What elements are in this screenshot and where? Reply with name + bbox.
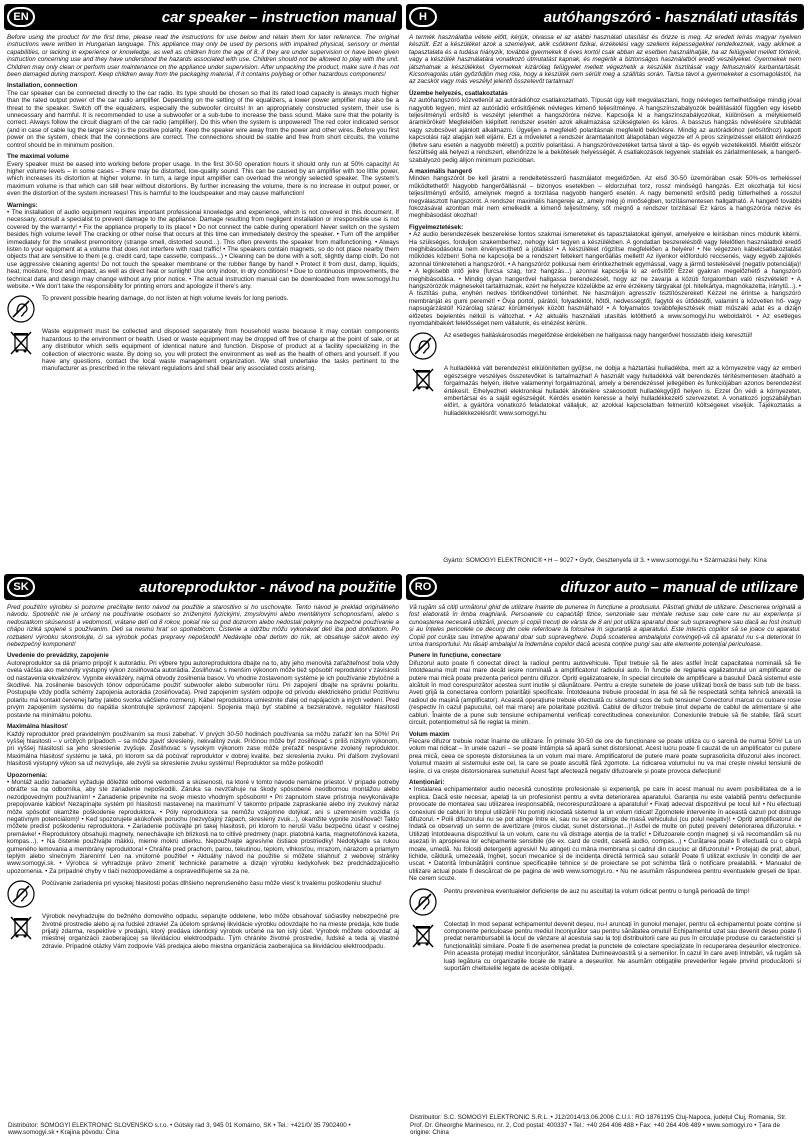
ear-volume-warning-icon — [409, 888, 437, 916]
title-ro: difuzor auto – manual de utilizare — [560, 578, 798, 596]
section-heading: A maximális hangerő — [409, 167, 473, 175]
section-text: Fiecare difuzor trebuie rodat înainte de utilizare. În primele 30-50 de ore de funcționare se poate utiliza cu o sarcină de numai 50%! La un volum mai ridicat – în unele cazuri – se poate întâmpla să apară sunet distorsionat. Acest lucru poate fi cauzat de un amplificator cu putere prea mică, ceea ce sporește distorsiunea la un volum mai mare. Amplificatorul de putere mare poate suprasolicita difuzorul ales incorect. Volumul maxim al sistemului este cel, la care se poate ascultă fără zgomote. La ridicarea volumului nu va mai crește nivelul tensiunii de ieșire, ci va crește distorsionarea sunetului! Acest fapt afectează negativ difuzoarele și poate provoca defecțiuni! — [409, 737, 801, 775]
section-installation-ro — [409, 652, 801, 726]
footer-ro: Distribuitor: S.C. SOMOGYI ELEKTRONIC S.R.L. • J12/2014/13.06.2006 C.U.I.: RO 18761195 Cluj-Napoca, județul Cluj, Romania, Str. Prof. Dr. Gheorghe Marinescu, nr. 2, Cod poștal: 400337 • Tel.: +40 264 406 488 • Fax: +40 264 406 489 • www.somogyi.ro • Țara de origine: China — [410, 1114, 787, 1137]
section-heading: The maximal volume — [7, 153, 69, 161]
ear-volume-warning-icon — [7, 880, 35, 908]
section-text: Difuzorul auto poate fi conectat direct la radioul pentru autovehicule. Tipul trebuie să fie ales astfel încât capacitatea nominală să fie întotdeauna mult mai mare decât ieșire nominală a amplificatorul radioului auto. În funcție de reglarea egalizatorului un amplificator de putere mai mică poate prezenta pericol pentru difuzor. Opriți egalizatoarele, în special circuitele de amplificare a basului! Dacă sistemul este alcătuit în mod corespunzător acestea sunt inutile și dăunătoare. Pentru a crește sunetele de joase utilizați boxă de bass sub tub de bass. Aveți grijă la conectarea conform polarității specificate. Întotdeauna trebuie procedat în așa fel să fie respectată schița tehnică anexată la radioul de mașină (amplificator). Această operațiune trebuie efectuată cu sistemul scos de sub tensiune! Conectorul marcat cu culoare roșie (respectiv în cazul papucului, cel mai mare) are polaritate pozitivă. Cablul de difuzor trebuie ținut departe de cablul de alimentare și alte cabluri. Înainte de a pune sub tensiune echipamentul verificați corectitudinea conexiunilor. Conexiunile trebuie să fie stabile, fără scurt circuit, potențiometrul să fie reglat la minim. — [409, 659, 801, 727]
section-heading: Atenționări: — [409, 778, 445, 786]
weee-text: Výrobok nevyhadzujte do bežného domového odpadu, separujte oddelene, lebo môže obsahovať súčiastky nebezpečné pre životné prostredie alebo aj na ľudské zdravie! Za účelom správnej likvidácie výrobku odovzdajte ho na mieste predaja, kde bude prijatý zdarma, respektíve v predajni, ktorý predáva identický výrobok určené na ten istý účel. Výrobok môžete odovzdať aj miestnej organizácii zaoberajúcej sa likvidáciou elektroodpadu. Tým chránite životné prostredie, ľudské a teda aj vlastné zdravie. Prípadné otázky Vám zodpovie Váš predajca alebo miestna organizácia zaoberajúca sa likvidáciou elektroodpadu. — [42, 913, 399, 950]
quadrant-hu — [406, 4, 804, 567]
quadrant-ro — [406, 574, 804, 1139]
section-heading: Uvedenie do prevádzky, zapojenie — [7, 652, 109, 660]
footer-hu: Gyártó: SOMOGYI ELEKTRONIC® • H – 9027 • Győr, Gesztenyefa út 3. • www.somogyi.hu • Származási hely: Kína — [443, 557, 767, 565]
section-text: The car speaker can be connected directly to the car radio. Its type should be chosen so that its rated load capacity is always much higher than the rated output power of the car radio amplifier. Depending on the setting of the equalizers, a lower power amplifier may also be a threat to the speaker. Switch off the equalizers, especially the subwoofer circuits! In an appropriately constructed system, their use is unnecessary and harmful. It is recommended to use a subwoofer or a sub-tube to increase the bass sound. Make sure that the polarity is correct. Always follow the circuit diagram of the car radio (amplifier). Do this when the system is unpowered! The red color indicated sensor (and in case of cable lug the larger size) is the positive polarity. Keep the speaker wire away from the power and other wires. Before you first power on the system, check that the connections are correct. The connections should be stable and free from short circuits, the volume control should be in minimum position. — [7, 89, 399, 149]
weee-notice-sk — [7, 913, 399, 950]
section-text: Autoreproduktor sa dá priamo pripojiť k autorádiu. Pri výbere typu autoreproduktora dbajte na to, aby jeho menovitá zaťažiteľnosť bola vždy ovela väčšia ako menovitý výstupný výkon zosilňovača autorádia. Zosilňovač s menším výkonom môže tiež spôsobiť reproduktor v závislosti od nastavenia ekvalizérov. Vypnite ekvalizéry, najmä obvody zosilnenia basov. Vo vhodne zostavenom systéme je ich používanie zbytočné a škodlivé. Na zosilnenie basových tónov odporúčame použiť subwoofer alebo subwoofer rúru. Pri zapojení dbajte na správnu polaritu. Postupujte vždy podľa schémy zapojenia autorádia (zosilňovača). Pred zapojením systém odpojte od prívodu elektrického prúdu! Pozitívnu polaritu má kontakt červenej farby (alebo svorka väčšieho rozmeru). Kábel reproduktora umiestnite ďalej od napájacích a iných vedení. Pred prvým zapojením systému do napätia skontrolujte správnosť zapojení. Spojenia majú byť stabilné a bezskratové, regulátor hlasitosti postavte na minimálnu polohu. — [7, 659, 399, 719]
section-installation-hu — [409, 90, 801, 164]
quadrant-sk — [4, 574, 402, 1139]
hearing-warning-text: Počúvanie zariadenia pri vysokej hlasitosti počas dlhšieho neprerušeného času môže viesť k trvalému poškodeniu sluchu! — [42, 880, 382, 888]
section-heading: Figyelmeztetések: — [409, 223, 464, 231]
hearing-warning-text: Pentru prevenirea eventualelor deficiențe de auz nu ascultați la volum ridicat pentru o lungă perioadă de timp! — [444, 887, 750, 895]
section-installation-en — [7, 82, 399, 149]
section-heading: Installation, connection — [7, 82, 78, 90]
hearing-warning-hu — [409, 332, 801, 360]
section-heading: Upozornenia: — [7, 771, 48, 779]
intro-ro: Vă rugăm să citiți următorul ghid de utilizare înainte de punerea în funcțiune a produsului. Păstrați ghidul de utilizare. Descrierea originală a fost elaborată în limba maghiară. Persoanele cu capacități fizice, senzoriale sau mintale reduse sau cele care nu au experiența și cunoașterea necesară utilizării, precum și copiii trecuți de vârsta de 8 ani pot utiliza aparatul doar sub supraveghere sau dacă au fost instruiți și au înțeles pericolele ce decurg din cele referitoare la folosirea în siguranță a aparatului. Este interzis copiilor să se joace cu aparatul. Copiii pot curăța sau întreține aparatul doar sub supraveghere. După scoaterea ambalajului convingeți-vă că aparatul nu s-a deteriorat în urma transportului. Nu lăsați ambalajul la îndemâna copiilor dacă acesta conține pungi sau alte elemente potențial periculoase. — [409, 604, 801, 649]
language-badge-en: EN — [7, 7, 35, 27]
hearing-warning-ro — [409, 888, 801, 916]
weee-notice-ro — [409, 921, 801, 973]
title-sk: autoreproduktor - návod na použitie — [139, 578, 396, 596]
section-volume-ro — [409, 731, 801, 775]
weee-notice-en — [7, 328, 399, 372]
section-text: • Az audio berendezések beszerelése fontos szakmai ismereteket és tapasztalatokat igényel, amelyekre e leírásban nincs módunk kitérni. Ha szükséges, forduljon szakemberhez, nehogy kárt tegyen a készülékben. A gondatlan beszerelésből vagy felelőtlen használatból eredő meghibásodásokra nem érvényesíthető a jótállás! • A készüléket rögzítse megfelelően a helyére! • Ne végezzen kábelcsatlakoztatást működés közben! Soha ne kapcsolja be a rendszert feltekert hangerőállás mellett! Az ilyenkor előforduló reccsenés, vagy egyéb zajlókés azonnal tönkreteheti a hangszórót. • A hangszóróz polikusai nem érintkezhetnek egymással, vagy a jármű testelésével (negatív potenciálja)! • A legkisebb intő jelre (furcsa szag, torz hangzás...) azonnal kapcsolja ki az erősítőt! Ezzel gyakran megelőzhető a hangszóró meghibásodása. • Mindig olyan hangerővel hallgassa berendezését, hogy az ne zavarja a közúti forgalomban való részvételét! • A hangszórózók mágneseket tartalmaznak, ezért ne helyezze közelükbe az erre érzékeny tárgyakat (pl. hitelkártya, magnókazetta, iránytű...). • A tisztítás puha, enyhén nedves törlőkendővel történhet. Ne használjon agresszív tisztítószereket! Kézzel ne érintse a hangszóró membránját és gumi peremét! • Óvja portól, párától, folyadéktól, hőtől, nedvességtől, fagytól és ütődéstől, valamint a közvetlen hő- vagy napsugárzástól! Kizárólag száraz körülmények között használható! • A folyamatos továbbfejlesztések miatt műszaki adat és a dizájn előzetes bejelentés nélkül is változhat. • Az aktuális használati utasítás letölthető a www.somogyi.hu weboldalról. • Az esetleges nyomdahibákért felelősséget nem vállalunk, és elnézést kérünk. — [409, 231, 801, 328]
section-heading: Volum maxim — [409, 730, 450, 738]
section-heading: Punere în funcțiune, conectare — [409, 652, 502, 660]
title-hu: autóhangszóró - használati utasítás — [543, 8, 798, 26]
hearing-warning-text: Az esetleges halláskárosodás megelőzése érdekében ne hallgassa nagy hangerővel hosszabb ideig keresztül! — [444, 332, 753, 340]
section-warnings-sk — [7, 772, 399, 876]
section-warnings-en — [7, 202, 399, 291]
weee-text: Colectați în mod separat echipamentul devenit deșeu, nu-l aruncați în gunoiul menajer, pentru că echipamentul poate conține și componente periculoase pentru mediul înconjurător sau pentru sănătatea omului! Echipamentul uzat sau devenit deșeu poate fi predat nerambursabil la locul de vânzare al acestuia sau la toți distribuitorii care au pus în circulație produse cu caracteristici și funcționalități similare. Poate fi de asemenea predat la punctele de colectare specializate în recuperarea deșeurilor electronice. Prin aceasta protejați mediul înconjurător, sănătatea Dumneavoastră și a semenilor. În cazul în care aveți întrebări, vă rugăm să luați legătura cu organizațiile locale de tratare a deșeurilor. Ne asumăm obligațiile prevederilor legale privind producătorii și suportăm cheltuielile legate de aceste obligații. — [444, 920, 801, 973]
section-volume-sk — [7, 723, 399, 767]
section-text: • The installation of audio equipment requires important professional knowledge and experience, which is not covered in this document. If necessary, consult a specialist to prevent damage to the appliance. Damage resulting from negligent installation or irresponsible use is not covered by the warranty! • Fix the appliance properly to its place! • Do not connect the cable during operation! Never switch on the system besides high volume level! The cracking or other noise that occurs at this time can immediately destroy the speaker. • Turn off the amplifier immediately for the smallest premonitory (strange smell, distorted sound...). This often prevents the speaker from malfunctioning. • Always listen to your equipment at a volume that does not interfere with road traffic! • The speakers contain magnets, so do not place nearby them objects that are sensitive to them (e.g. credit card, tape cassette, compass...) • Cleaning can be done with a soft, slightly damp cloth. Do not use aggressive cleaning agents! Do not touch the speaker membrane or the rubber flange by hand! • Protect it from dust, damp, liquids, heat, moisture, frost and impact, as well as direct heat or sunlight! Use only indoor, in dry conditions! • Due to continuous improvements, the technical data and design may change without any prior notice. • The actual instruction manual can be downloaded from www.somogyi.hu website. • We don't take the responsibility for printing errors and apologize if there's any. — [7, 208, 399, 290]
section-heading: Maximálna hlasitosť — [7, 723, 68, 731]
ear-volume-warning-icon — [409, 332, 437, 360]
section-warnings-ro — [409, 779, 801, 883]
section-text: • Montáž audio zariadení vyžaduje dôležité odborné vedomosti a skúsenosti, na ktoré v tomto návode nemáme priestor. V prípade potreby obráťte sa na odborníka, aby ste zariadenie nepoškodili. Záruka sa nevzťahuje na škody spôsobené neodbornou montážou alebo nezodpovedným používaním! • Zariadenie pripevnite na svoje miesto vhodným spôsobom! • Pri zapnutom stave prístroja nevykonávajte prepojovanie káblov! Nezapínajte systém pri hlasitosti nastavenej na maximum! V takomto prípade zapraskanie alebo iný zvukový náraz môže spôsobiť okamžite poškodenie reproduktora. • Póly reproduktora sa nemôžu vzájomne dotýkať, ani s uzemnením vozidla (s negatívnym potenciálom)! • Keď spozorujete akúkoľvek poruchu (nezvyčajný zápach, skreslený zvuk...), okamžite vypnite zosilňovač! Takto môžete predísť poškodeniu reproduktora. • Zariadenie počúvajte pri takej hlasitosti, pri ktorom to neruší Vašu bezpečnú účasť v cestnej premávke! • Reproduktory obsahujú magnety, nenechávajte ich blízkosti na to citlivé predmety (napr. platobná karta, magnetofónová kazeta, kompas...). • Na čistenie používajte mäkkú, mierne mokrú utierku. Nepoužívajte agresívne čistiace prostriedky! Nedotýkajte sa rukou gumeného lemovania a membrány reproduktora! • Chráňte pred prachom, parou, tekutinou, teplom, vlhkosťou, mrazom, nárazom a priamym teplým alebo slnečným žiarením! Len na vnútorné použitie! • Aktuálny návod na použitie si môžete stiahnuť z webovej stránky www.somogyi.sk. • Výrobca si vyhradzuje právo zmeniť technické parametre a dizajn výrobku kedykoľvek bez predchádzajúceho upozornenia. • Za prípadné chyby v tlači nezodpovedáme a ospravedlňujeme sa za ne. — [7, 778, 400, 875]
section-installation-sk — [7, 652, 399, 719]
header-en — [4, 4, 402, 30]
language-badge-hu: H — [409, 7, 437, 27]
quadrant-en — [4, 4, 402, 567]
intro-en: Before using the product for the first time, please read the instructions for use below and retain them for later reference. The original instructions were written in Hungarian language. This appliance may only be used by persons with impaired physical, sensory or mental capabilities, or lacking in experience or knowledge, as well as children from the age of 8, if they are under supervision or have been given instruction concerning use and they have understood the hazards associated with use. Children should not be allowed to play with the unit. Children may only clean or perform user maintenance on the appliance under supervision. After unpacking the product, make sure it has not been damaged during transport. Keep children away from the packaging material, if it contains polybag or other hazardous components! — [7, 34, 399, 79]
language-badge-sk: SK — [7, 577, 35, 597]
intro-sk: Pred použitím výrobku si pozorne prečítajte tento návod na použitie a starostlivo si ho uschovajte. Tento návod je preklad originálneho návodu. Spotrebič nie je určený na používanie osobami so zníženými fyzickými, zmyslovými alebo mentálnymi schopnosťami, alebo s nedostatkom skúseností a vedomostí, vrátane detí od 8 rokov, pokiaľ nie sú pod dozorom alebo nedostali pokyny na bezpečné používanie a chápu riziká spojené s používaním. Deti sa nesmú hrať so spotrebičom. Čistenie a údržbu môžu vykonávať deti iba pod dohľadom. Po rozbalení výrobku skontrolujte, či sa výrobok počas prepravy nepoškodil! Nedávajte obal deťom do rúk, ak obsahuje sáčok alebo iný nebezpečný komponent! — [7, 604, 399, 649]
header-hu — [406, 4, 804, 30]
crossed-bin-icon — [7, 913, 35, 941]
intro-hu: A termék használatba vétele előtt, kérjük, olvassa el az alábbi használati utasítást és őrizze is meg. Az eredeti leírás magyar nyelven készült. Ezt a készüléket azok a személyek, akik csökkent fizikai, érzékelési vagy szellemi képességekkel rendelkeznek, vagy akiknek a tapasztalata és a tudása hiányzik, továbbá gyermekek 8 éves kortól csak abban az esetben használhatják, ha az felügyelet mellett történik, vagy a készülék használatára vonatkozó útmutatást kapnak, és megértik a biztonságos használatból eredő veszélyeket. Gyermekek nem játszhatnak a készülékkel. Gyermekek kizárólag felügyelet mellett végezhetik a készülék tisztítását vagy felhasználói karbantartását. Kicsomagolás után győződjön meg róla, hogy a készülék nem sérült meg a szállítás során. Tartsa távol a gyermekeket a csomagolástól, ha az zacskót vagy más veszélyt jelentő összetevőt tartalmaz! — [409, 34, 801, 86]
ear-volume-warning-icon — [7, 295, 35, 323]
section-text: Každý reproduktor pred pravidelným používaním sa musí zabehať. V prvých 30-50 hodinách používania sa môžu zaťažiť len na 50%! Pri vyššej hlasitosti – v určitých prípadoch – sa môže zjaviť skreslený, nekvalitný zvuk. Príčinou môže byť zosilňovač s príliš nízkym výkonom, pri vyššej hlasitosti sa jeho skreslenie zvyšuje. Zosilňovač s vysokým výkonom zase môže preťažiť nesprávne zvolený reproduktor. Maximálna hlasitosť systému je taká, pri ktorom sa dá počúvať reproduktor v dobrej kvalite, bez skreslenia zvuku. Pri ďalšom zvyšovaní hlasitosti výstupný výkon sa už nezvyšuje, ale zvýši sa skreslenie zvuku systému! Reproduktor sa môže poškodiť! — [7, 730, 399, 768]
section-heading: Warnings: — [7, 201, 38, 209]
section-text: Minden hangszórót be kell járatni a rendeltetésszerű használatot megelőzően. Az első 30-50 üzemórában csak 50%-os terheléssel működtethető! Nagyobb hangerőállásnál – bizonyos esetekben – eldorzulhat torz, rossz minőségű hangzás. Ezt okozhatja túl kicsi teljesítményű erősítő, amelynek megnő a torzítása nagyobb hangerő esetén. A nagy bemenetű erősítő pedig túlterhelheti a rosszul megválasztott hangszórót. A rendszer maximális hangereje az, amely még jó minőségben, torzításmentesen hallgatható. A hangerő további fokozásával azonban már nem emelkedik a kimenő teljesítmény, sőt megnő a rendszer torzítása! Ez káros a hangszóróra nézve és meghibásodást okozhat! — [409, 175, 801, 220]
hearing-warning-en — [7, 295, 399, 323]
crossed-bin-icon — [7, 328, 35, 356]
header-sk — [4, 574, 402, 600]
section-text: • Instalarea echipamentelor audio necesită cunoștințe profesionale și experiență, pe care în acest manual nu avem posibilitatea de a le explica. Dacă este necesar, apelați la un profesionist pentru a evita deteriorarea aparatului. Garanția nu este valabilă pentru defecțiunile provocate de montarea sau utilizarea iresponsabilă, necorespunzătoare a aparatului! • Fixați adecvat dispozitivul pe locul lui! • Nu efectuați conexiuni de cabluri în timpul utilizării! Nu porniți niciodată sistemul la un volum ridicat! Zgomotele intervenite în această cazuri pot distruge difuzorul. • Polii difuzorului nu se pot atinge între ei, sau nu se vor atinge de masă vehiculului (cu polul negativ)! • Opriți amplificatorul de îndată ce observați un semn de avertizare (miros ciudat, sunet distorsionat...)! Astfel de multe ori puteți preveni deteriorarea difuzorului. • Utilizați întotdeauna dispozitivul la un volum, care nu vă distrage atenția de la trafic! • Difuzoarele conțin magneți și vă recomandăm să nu așezați în apropierea lor echipamente sensibile (de ex. card de credit, casetă audio, compas...) • Curățarea poate fi efectuată cu o cârpă moale, umedă. Nu folosiți detergenți agresivi! Nu atingeți cu mâna membrana și cadrul din cauciuc al difuzorului! • Protejați de praf, aburi, lichide, căldură, umezeală, îngheț, șocuri mecanice și de incidența directă termică sau solară! Poate fi utilizat exclusiv în condiții de aer uscat. • Datorită îmbunătățirii continue specificațiile tehnice și de proiectare se pot schimba fără o notificare prealabilă. • Manualul de utilizare actual poate fi descărcat de pe pagina de web www.somogyi.ro. • Nu ne asumăm răspunderea pentru eventualele greșeli de tipar. Ne cerem scuze. — [409, 786, 801, 883]
header-ro — [406, 574, 804, 600]
section-text: Every speaker must be eased into working before proper usage. In the first 30-50 operation hours it should only run at 50% capacity! At higher volume levels – in some cases – there may be distorted, low-quality sound. This can be caused by an amplifier with too little power, which increases its distortion at higher volume. In turn, a large input amplifier can overload the wrongly selected speaker. The system's maximum volume is that which can still hear without distortions. By further increasing the volume, there is no increase in output power, or even the distortion of the system increases! This is harmful to the loudspeaker and may cause malfunction! — [7, 160, 399, 198]
footer-sk: Distribútor: SOMOGYI ELEKTRONIC SLOVENSKO s.r.o. • Gútsky rad 3, 945 01 Komárno, SK • Tel.: +421/0/ 35 7902400 • www.somogyi.sk • Krajina pôvodu: Čína — [8, 1121, 351, 1137]
title-en: car speaker – instruction manual — [161, 8, 396, 26]
section-volume-hu — [409, 168, 801, 220]
crossed-bin-icon — [409, 365, 437, 393]
crossed-bin-icon — [409, 921, 437, 949]
section-heading: Üzembe helyezés, csatlakoztatás — [409, 89, 508, 97]
weee-notice-hu — [409, 365, 801, 417]
hearing-warning-text: To prevent possible hearing damage, do not listen at high volume levels for long periods. — [42, 295, 289, 303]
section-text: Az autóhangszóró közvetlenül az autórádióhoz csatlakoztatható. Típusát úgy kell megválasztani, hogy névleges terhelhetősége mindig jóval nagyobb legyen, mint az autórádió erősítőjének névleges kimenő teljesítménye. A hangszínszabályozók beállításától függően egy kisebb teljesítményű erősítő is veszélyt jelenthet a hangszóróra nézve. Kapcsolja ki a hangszínszabályozókat, különösen a mélykiemelő áramköröket! Megfelelően kiépített rendszer esetén azok alkalmazása szükségtelen és káros. A basszus hangzás növelésére szubládát vagy szubcsövet ajánlott alkalmazni. Ügyeljen a megfelelő polaritásnak megfelelő bekötésre. Mindig az autórádióhoz (erősítőhoz) kapott kapcsolási rajz alapján kell eljárni. Ezt a műveletet a rendszer áramtalanított állapotában végezze el! A piros színjelzéssel ellátott érintkező (illetve saru esetén a nagyobb méretű) a pozitív polaritású. A hangszóróvezetéket tartsa távol a táp- és egyéb vezetékektől. Mielőtt először feszültség alá helyezi a rendszert, ellenőrizze le a bekötések helyességét. A csatlakozások legyenek stabilak és zárlatmentesek, a hangerő-szabályozó pedig álljon minimum pozícióban. — [409, 97, 801, 164]
language-badge-ro: RO — [409, 577, 437, 597]
weee-text: A hulladékká vált berendezést elkülönítetten gyűjtse, ne dobja a háztartási hulladékba, mert az a környezetre vagy az emberi egészségre veszélyes összetevőket is tartalmazhat! A használt vagy hulladékká vált berendezés térítésmentesen átadható a forgalmazás helyén, illetve valamennyi forgalmazónál, amely a berendezéssel jellegében és funkciójában azonos berendezést értékesít. Elhelyezheti elektronikai hulladék átvételére szakosodott hulladékgyűjtő helyen is. Ezzel Ön védi a környezetet, embertársai és a saját egészségét. Kérdés esetén keresse a helyi hulladékkezelő szervezetet. A vonatkozó jogszabályban előírt, a gyártóra vonatkozó feladatokat vállaljuk, az azokkal kapcsolatban felmerülő költségeket viseljük. Tájékoztatás a hulladékkezelésről: www.somogyi.hu — [444, 365, 801, 417]
hearing-warning-sk — [7, 880, 399, 908]
weee-text: Waste equipment must be collected and disposed separately from household waste because it may contain components hazardous to the environment or health. Used or waste equipment may be dropped off free of charge at the point of sale, or at any distributor which sells equipment of identical nature and function. Dispose of product at a facility specializing in the collection of electronic waste. By doing so, you will protect the environment as well as the health of others and yourself. If you have any questions, contact the local waste management organization. We shall undertake the tasks pertinent to the manufacturer as prescribed in the relevant regulations and shall bear any associated costs arising. — [42, 328, 399, 373]
section-volume-en — [7, 153, 399, 197]
section-warnings-hu — [409, 224, 801, 328]
